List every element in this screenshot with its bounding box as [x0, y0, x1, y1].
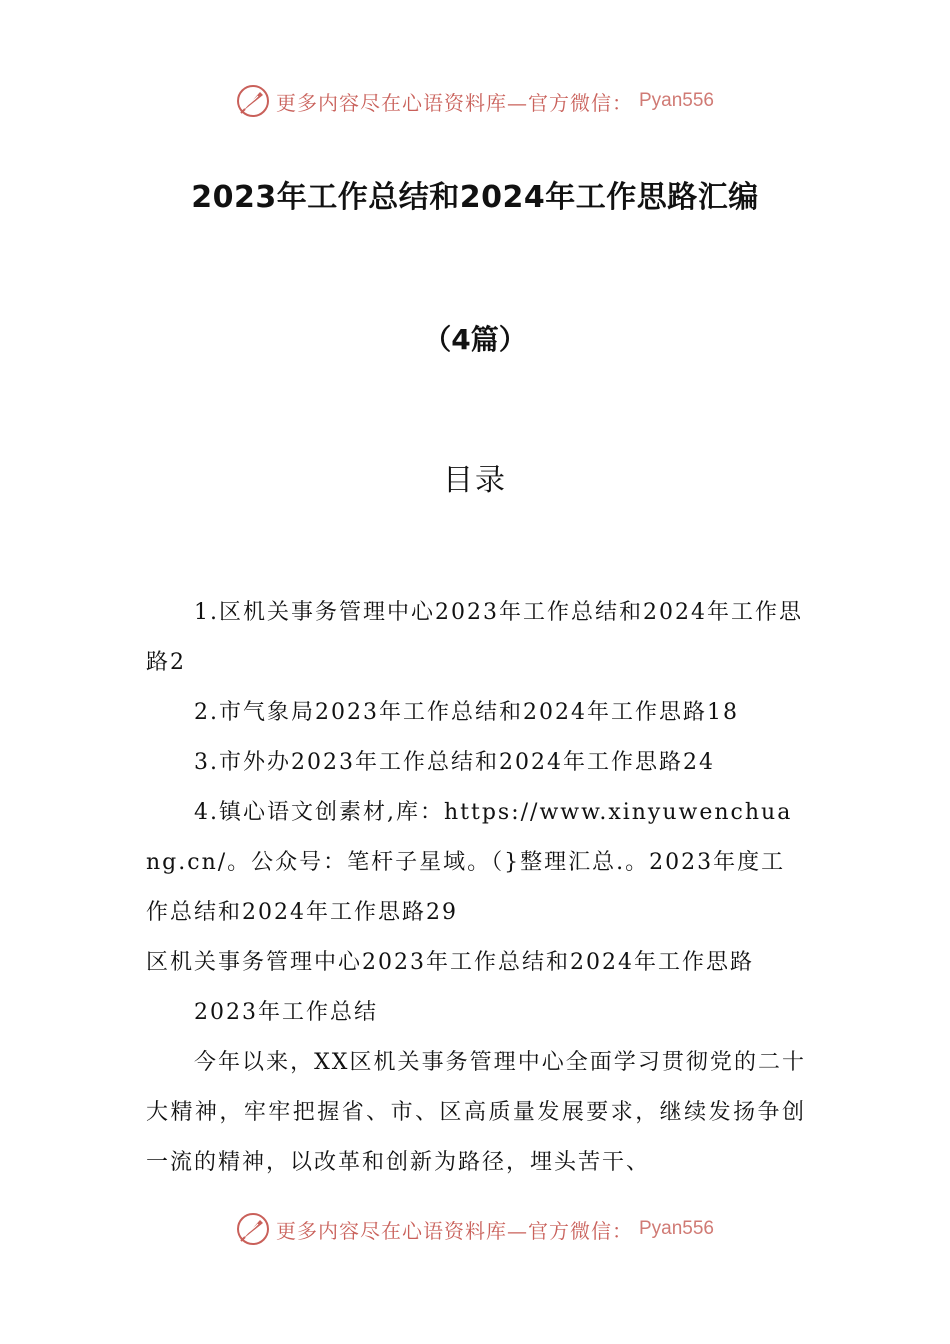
watermark-wechat-id: Pyan556 [638, 90, 714, 111]
quill-logo-icon [236, 84, 270, 118]
watermark-text: 更多内容尽在心语资料库—官方微信： [275, 1218, 633, 1243]
toc-heading: 目录 [443, 463, 507, 498]
document-subtitle: （4篇） [423, 323, 527, 356]
toc-item-2[interactable]: 2.市气象局2023年工作总结和2024年工作思路18 [194, 700, 739, 725]
toc-item-4[interactable]: 4.镇心语文创素材,库：https://www.xinyuwenchuang.cn/。公众号：笔杆子星域。（}整理汇总.。2023年度工作总结和2024年工作思路29 [146, 800, 793, 925]
section-title: 区机关事务管理中心2023年工作总结和2024年工作思路 [146, 950, 754, 975]
watermark-banner-bottom [0, 1212, 950, 1246]
toc-item-1[interactable]: 1.区机关事务管理中心2023年工作总结和2024年工作思路2 [146, 600, 803, 675]
watermark-text: 更多内容尽在心语资料库—官方微信： [275, 90, 633, 115]
quill-logo-icon [236, 1212, 270, 1246]
document-title: 2023年工作总结和2024年工作思路汇编 [191, 180, 759, 215]
section-subheading: 2023年工作总结 [194, 1000, 378, 1025]
document-body [146, 588, 806, 1188]
body-paragraph: 今年以来，XX区机关事务管理中心全面学习贯彻党的二十大精神，牢牢把握省、市、区高质量发展要求，继续发扬争创一流的精神，以改革和创新为路径，埋头苦干、 [146, 1050, 806, 1175]
toc-item-3[interactable]: 3.市外办2023年工作总结和2024年工作思路24 [194, 750, 715, 775]
watermark-banner-top [0, 84, 950, 118]
watermark-wechat-id: Pyan556 [638, 1218, 714, 1239]
